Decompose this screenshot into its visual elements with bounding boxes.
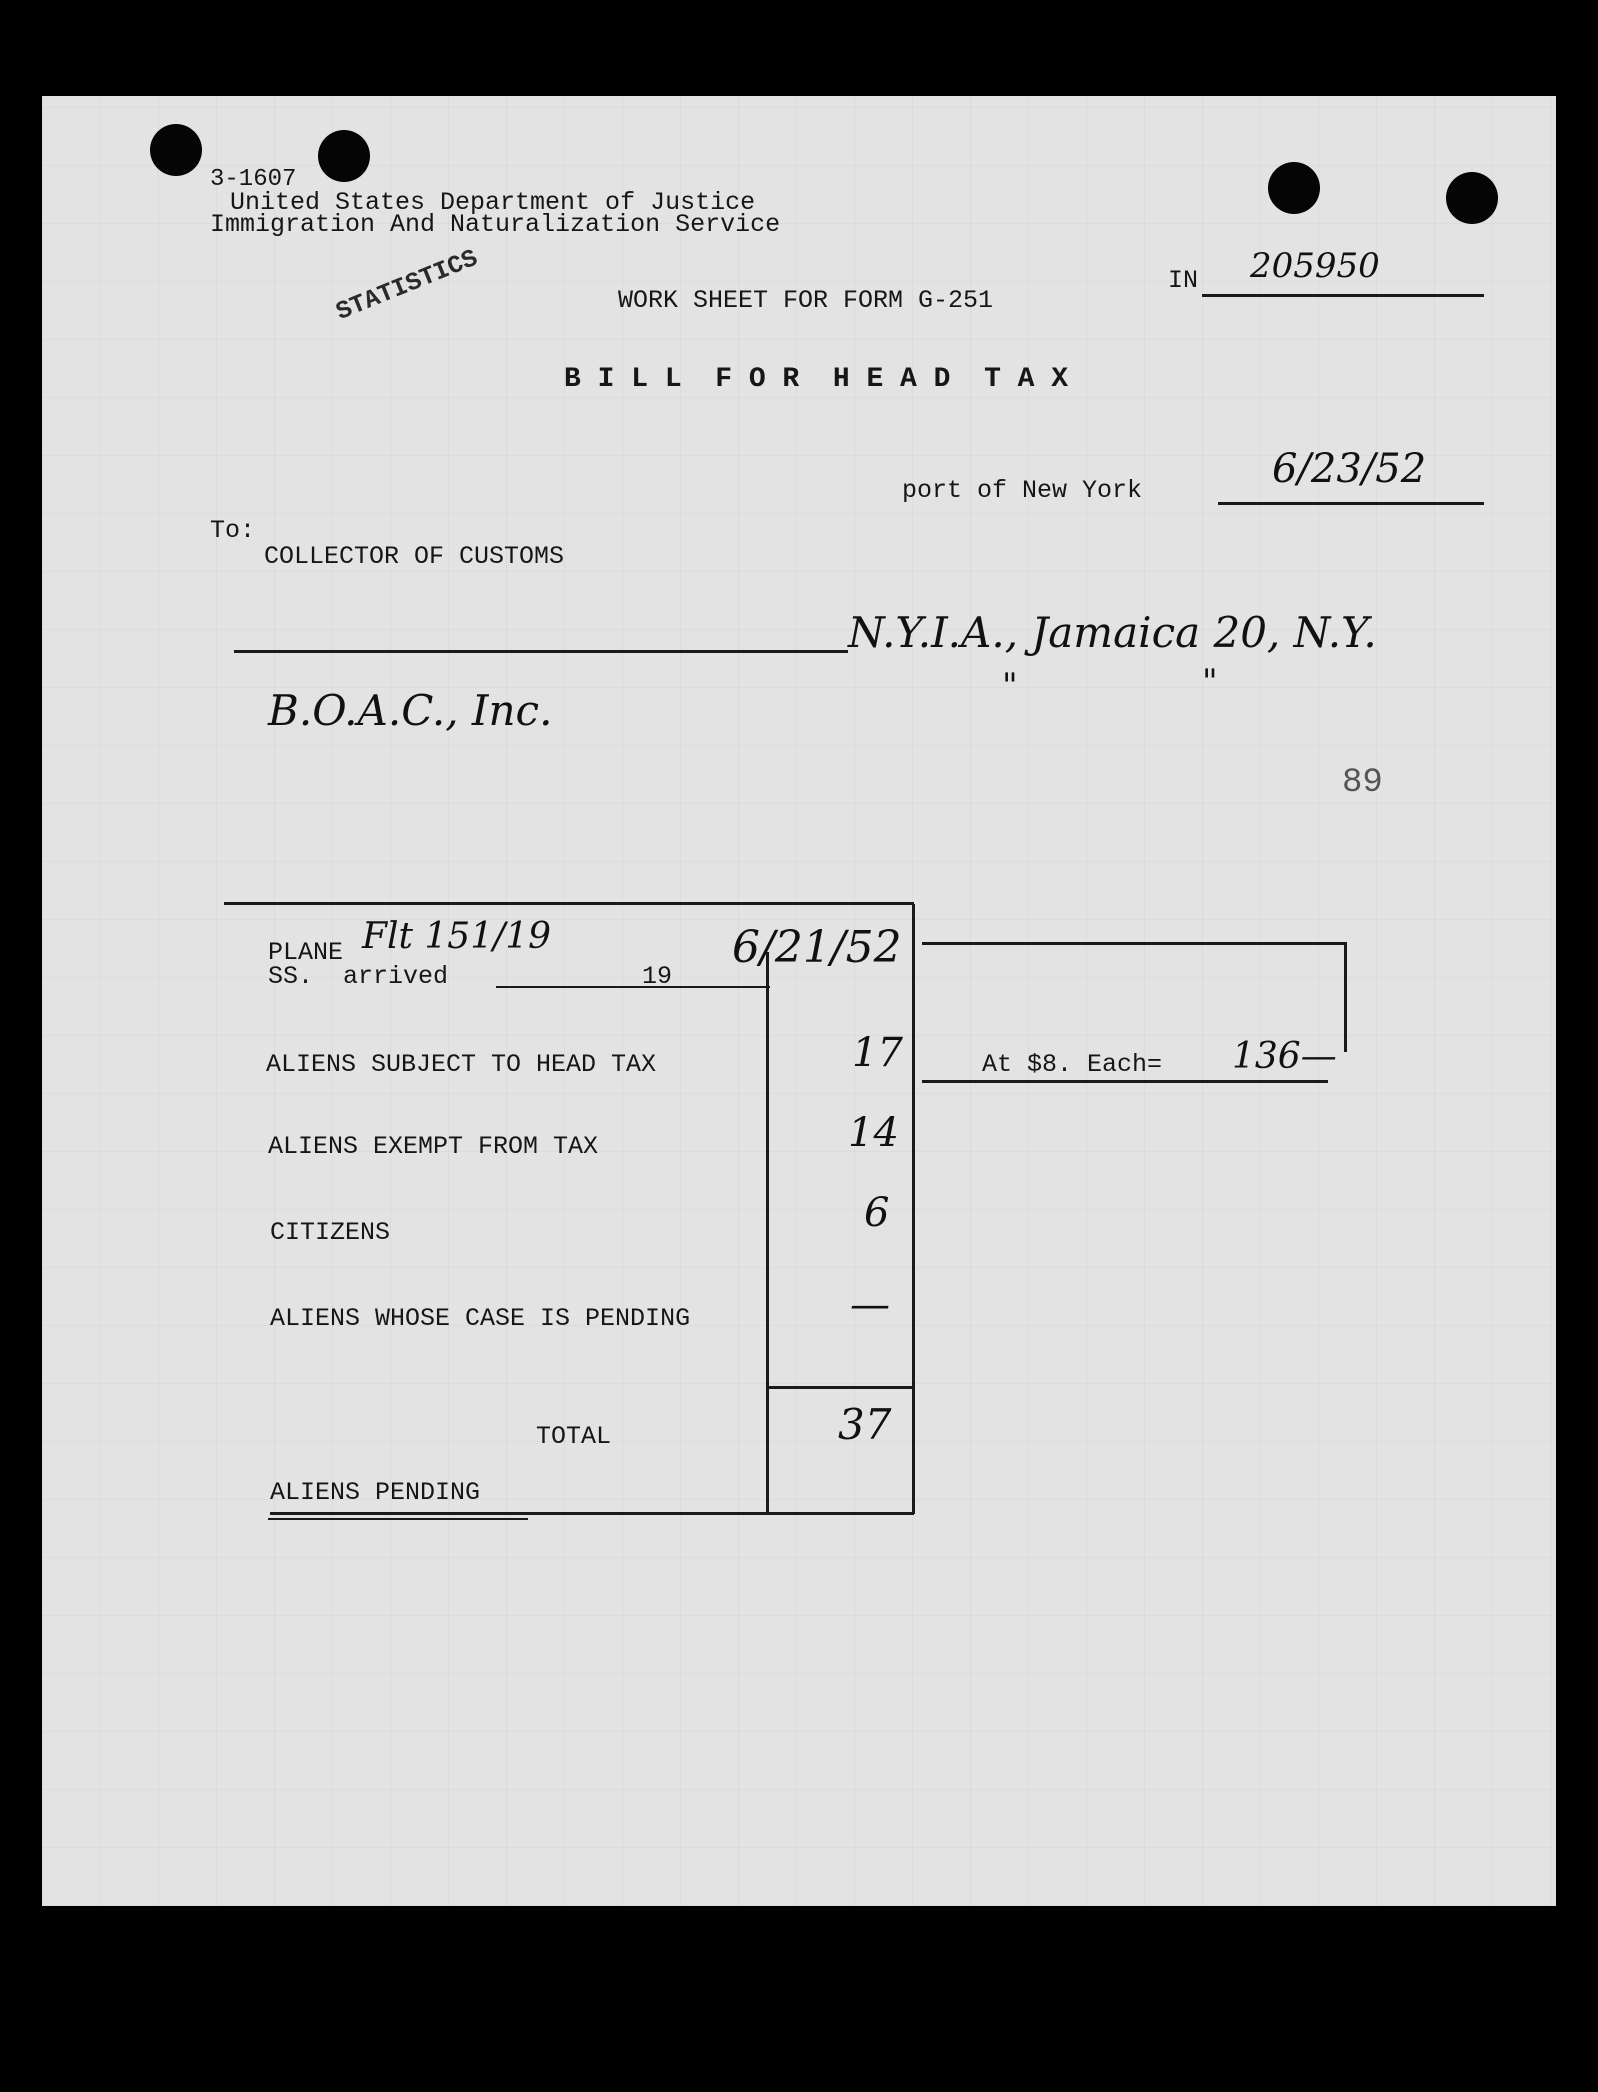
ss-arrived-label: SS. arrived: [268, 962, 449, 991]
year-prefix: 19: [642, 962, 673, 991]
total-label: TOTAL: [536, 1422, 612, 1451]
plane-label: PLANE: [268, 938, 344, 967]
table-column-left: [766, 952, 769, 1514]
rate-label: At $8. Each=: [982, 1050, 1163, 1079]
row-value-pending: —: [850, 1282, 890, 1328]
form-code: 3-1607: [210, 166, 297, 193]
port-date-underline: [1218, 502, 1484, 505]
in-number-value: 205950: [1250, 246, 1380, 286]
row-value-subject: 17: [852, 1030, 903, 1076]
rate-box-bottom: [922, 1080, 1328, 1083]
collector-of-customs: COLLECTOR OF CUSTOMS: [264, 542, 565, 571]
arrived-underline: [496, 986, 770, 988]
row-value-citizens: 6: [864, 1190, 890, 1236]
to-label: To:: [210, 516, 256, 545]
row-label-pending: ALIENS WHOSE CASE IS PENDING: [270, 1304, 691, 1333]
total-divider: [766, 1386, 914, 1389]
bill-title: B I L L F O R H E A D T A X: [564, 364, 1069, 395]
table-bottom-rule: [270, 1512, 914, 1515]
port-date: 6/23/52: [1272, 446, 1427, 492]
location-handwritten: N.Y.I.A., Jamaica 20, N.Y.: [848, 608, 1377, 657]
page-number: 89: [1342, 764, 1383, 802]
punch-hole: [1446, 172, 1498, 224]
punch-hole: [1268, 162, 1320, 214]
in-label: IN: [1168, 266, 1199, 295]
agency-line-1: United States Department of Justice: [230, 188, 756, 217]
punch-hole: [318, 130, 370, 182]
company-handwritten: B.O.A.C., Inc.: [268, 686, 553, 735]
rate-amount: 136—: [1232, 1036, 1337, 1077]
total-value: 37: [838, 1400, 892, 1449]
worksheet-title: WORK SHEET FOR FORM G-251: [618, 286, 994, 315]
arrival-date: 6/21/52: [732, 922, 902, 973]
document-page: [42, 96, 1556, 1906]
in-underline: [1202, 294, 1484, 297]
location-line: [234, 650, 848, 653]
row-label-exempt: ALIENS EXEMPT FROM TAX: [268, 1132, 599, 1161]
agency-line-2: Immigration And Naturalization Service: [210, 210, 781, 239]
ditto-mark: ": [1202, 662, 1218, 702]
table-column-right: [912, 904, 915, 1514]
aliens-pending-label: ALIENS PENDING: [270, 1478, 481, 1507]
rate-box-right: [1344, 942, 1347, 1052]
rate-box-top: [922, 942, 1346, 945]
flight-number: Flt 151/19: [362, 916, 552, 957]
aliens-pending-underline: [268, 1518, 528, 1520]
table-top-rule: [224, 902, 914, 905]
row-label-citizens: CITIZENS: [270, 1218, 391, 1247]
row-value-exempt: 14: [848, 1110, 899, 1156]
ditto-mark: ": [1002, 666, 1018, 706]
port-label: port of New York: [902, 476, 1143, 505]
statistics-stamp: STATISTICS: [332, 243, 482, 327]
punch-hole: [150, 124, 202, 176]
row-label-subject: ALIENS SUBJECT TO HEAD TAX: [266, 1050, 657, 1079]
